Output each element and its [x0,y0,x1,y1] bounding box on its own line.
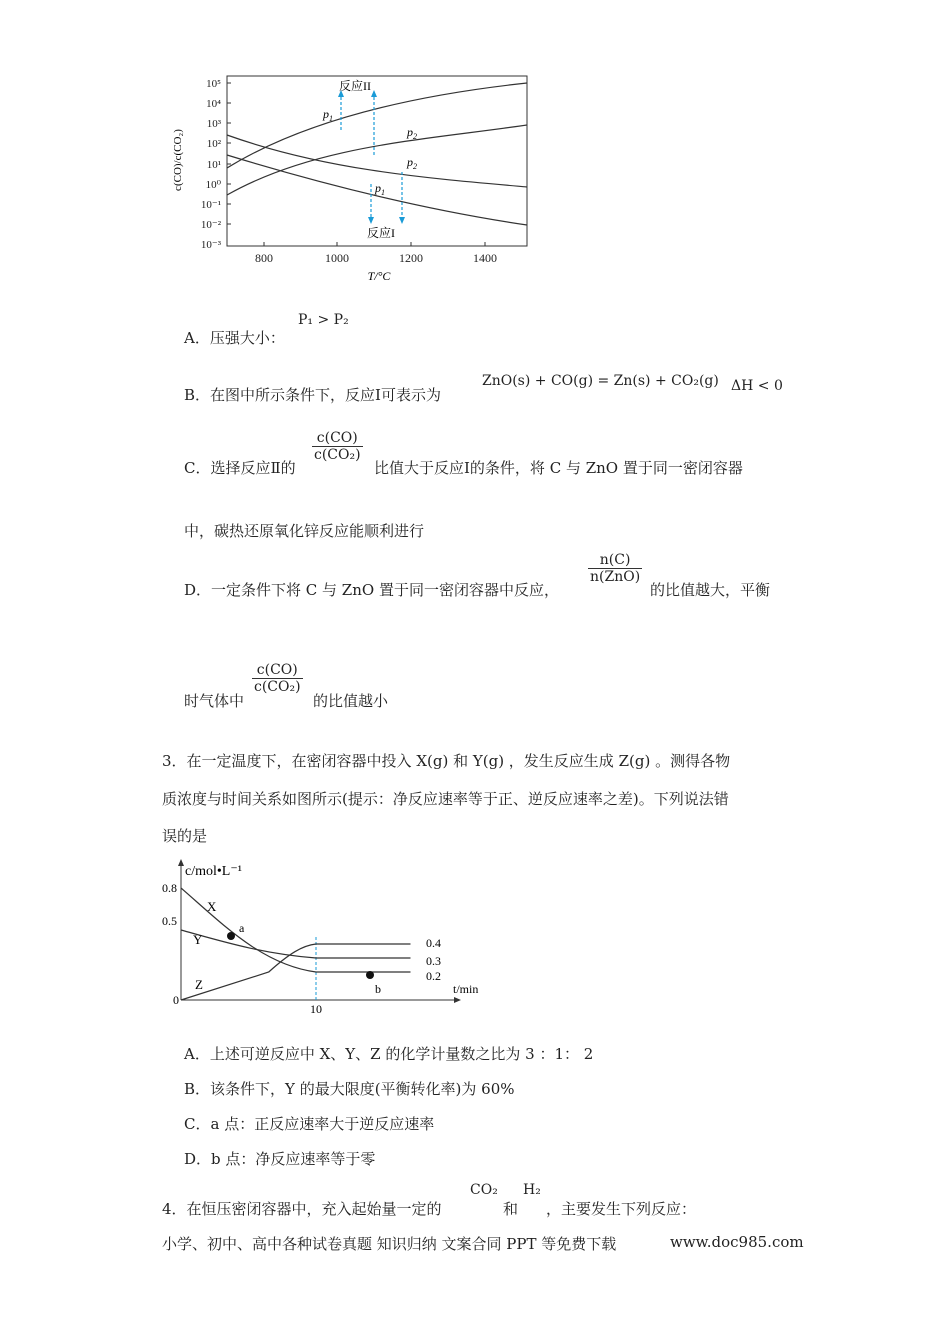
curve-reaction1-p2 [227,135,527,187]
option-d-fraction2: c(CO) c(CO₂) [254,662,301,695]
option-c-rest: 比值大于反应Ⅰ的条件，将 C 与 ZnO 置于同一密闭容器 [374,459,743,477]
option-d: D．一定条件下将 C 与 ZnO 置于同一密闭容器中反应， [184,581,559,599]
point-a [227,932,235,940]
chart2-ylabel: c/mol•L⁻¹ [185,864,242,879]
option-c-line2: 中，碳热还原氧化锌反应能顺利进行 [184,522,425,540]
y-tick-1e-2: 10⁻² [200,219,221,231]
q4-co2: CO₂ [470,1182,498,1198]
concentration-time-chart [155,855,495,1020]
x-tick-10: 10 [310,1002,322,1016]
label-reaction1: 反应I [367,226,395,240]
curve-reaction2-p1 [227,83,527,168]
y-tick-1e5: 10⁵ [206,78,221,90]
q3-option-a: A．上述可逆反应中 X、Y、Z 的化学计量数之比为 3 ：1： 2 [184,1045,594,1063]
origin-label: 0 [173,993,179,1007]
q3-option-c: C．a 点：正反应速率大于逆反应速率 [184,1115,435,1133]
y-tick-1e-1: 10⁻¹ [200,199,221,211]
y-tick-1e1: 10¹ [206,159,221,171]
q4-rest: ，主要发生下列反应： [546,1200,697,1218]
option-c-fraction: c(CO) c(CO₂) [314,430,361,463]
q3-line2: 质浓度与时间关系如图所示(提示：净反应速率等于正、逆反应速率之差)。下列说法错 [162,790,729,808]
label-series-y: Y [193,932,203,947]
y-tick-1e2: 10² [206,138,221,150]
label-reaction2: 反应II [339,79,371,93]
q3-option-d: D．b 点：净反应速率等于零 [184,1150,376,1168]
q4-h2: H₂ [523,1182,541,1198]
option-b: B．在图中所示条件下，反应Ⅰ可表示为 [184,386,441,404]
chart2-xlabel: t/min [453,982,479,996]
option-c: C．选择反应Ⅱ的 [184,459,296,477]
option-d-fraction: n(C) n(ZnO) [590,552,641,585]
option-b-dh: ΔH < 0 [731,378,783,394]
x-tick-1000: 1000 [325,251,349,265]
y-tick-1e4: 10⁴ [206,98,221,110]
y-tick-0-5: 0.5 [162,914,177,928]
q4-text: 4．在恒压密闭容器中，充入起始量一定的 [162,1200,442,1218]
q3-line1: 3．在一定温度下，在密闭容器中投入 X(g) 和 Y(g) ，发生反应生成 Z(g) 。测得各物 [162,752,731,770]
option-d-rest: 的比值越大，平衡 [650,581,771,599]
chart1-frame [227,76,527,246]
q3-line3: 误的是 [162,827,208,845]
equilibrium-ratio-chart [155,60,545,290]
label-series-x: X [207,899,217,914]
y-tick-1e3: 10³ [206,118,221,130]
y-tick-1e0: 10⁰ [205,179,221,191]
end-label-0-3: 0.3 [426,954,441,968]
q3-option-b: B．该条件下，Y 的最大限度(平衡转化率)为 60% [184,1080,515,1098]
label-point-b: b [375,982,381,996]
label-p1-bottom: $p_1$ [375,181,385,197]
end-label-0-2: 0.2 [426,969,441,983]
option-b-equation: ZnO(s) + CO(g) = Zn(s) + CO₂(g) [482,373,719,389]
chart1-ylabel: c(CO)/c(CO₂) [172,129,184,191]
label-p2-top: $p_2$ [407,125,417,141]
option-a: A．压强大小： [184,329,285,347]
chart1-xlabel: T/°C [367,269,391,283]
footer-url[interactable]: www.doc985.com [670,1233,804,1251]
option-a-math: P₁ > P₂ [298,312,349,328]
option-d-line2-rest: 的比值越小 [313,692,389,710]
label-p2-bottom: $p_2$ [407,155,417,171]
x-tick-1400: 1400 [473,251,497,265]
end-label-0-4: 0.4 [426,936,441,950]
x-tick-1200: 1200 [399,251,423,265]
label-series-z: Z [195,977,203,992]
label-point-a: a [239,921,245,935]
label-p1-top: $p_1$ [323,107,333,123]
y-tick-0-8: 0.8 [162,881,177,895]
footer-left: 小学、初中、高中各种试卷真题 知识归纳 文案合同 PPT 等免费下载 [162,1235,617,1253]
point-b [366,971,374,979]
q4-and: 和 [503,1200,519,1218]
option-d-line2: 时气体中 [184,692,245,710]
x-tick-800: 800 [255,251,273,265]
y-tick-1e-3: 10⁻³ [200,239,221,251]
